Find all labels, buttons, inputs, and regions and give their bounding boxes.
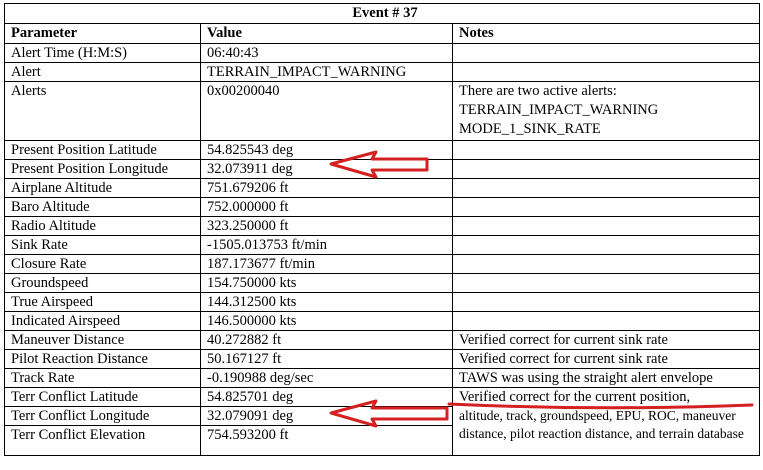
value-cell: 0x00200040 xyxy=(201,82,453,141)
parameter-cell: Terr Conflict Longitude xyxy=(5,407,201,426)
value-cell: 154.750000 kts xyxy=(201,274,453,293)
notes-cell xyxy=(453,217,760,236)
parameter-cell: Airplane Altitude xyxy=(5,179,201,198)
table-row xyxy=(5,179,760,198)
table-row xyxy=(5,198,760,217)
notes-cell xyxy=(453,179,760,198)
table-header-row xyxy=(5,24,760,44)
value-cell: 32.073911 deg xyxy=(201,160,453,179)
parameter-cell: Terr Conflict Latitude xyxy=(5,388,201,407)
value-cell: 32.079091 deg xyxy=(201,407,453,426)
value-cell: TERRAIN_IMPACT_WARNING xyxy=(201,63,453,82)
table-row xyxy=(5,63,760,82)
parameter-cell: True Airspeed xyxy=(5,293,201,312)
table-row xyxy=(5,160,760,179)
parameter-cell: Groundspeed xyxy=(5,274,201,293)
parameter-cell: Pilot Reaction Distance xyxy=(5,350,201,369)
parameter-header: Parameter xyxy=(5,24,201,44)
value-cell: 54.825701 deg xyxy=(201,388,453,407)
table-row xyxy=(5,293,760,312)
value-cell: 187.173677 ft/min xyxy=(201,255,453,274)
table-row xyxy=(5,369,760,388)
notes-cell xyxy=(453,44,760,63)
parameter-cell: Closure Rate xyxy=(5,255,201,274)
value-cell: -0.190988 deg/sec xyxy=(201,369,453,388)
parameter-cell: Present Position Longitude xyxy=(5,160,201,179)
event-parameter-table xyxy=(4,3,760,456)
table-row xyxy=(5,350,760,369)
notes-cell xyxy=(453,141,760,160)
event-title: Event # 37 xyxy=(5,4,760,24)
notes-cell xyxy=(453,255,760,274)
notes-cell xyxy=(453,63,760,82)
parameter-cell: Maneuver Distance xyxy=(5,331,201,350)
value-cell: 146.500000 kts xyxy=(201,312,453,331)
table-row xyxy=(5,236,760,255)
notes-cell xyxy=(453,236,760,255)
value-cell: 323.250000 ft xyxy=(201,217,453,236)
value-cell: 144.312500 kts xyxy=(201,293,453,312)
value-cell: 06:40:43 xyxy=(201,44,453,63)
table-row xyxy=(5,255,760,274)
notes-cell: Verified correct for current sink rate xyxy=(453,350,760,369)
value-cell: 754.593200 ft xyxy=(201,426,453,456)
notes-cell xyxy=(453,160,760,179)
notes-cell: TAWS was using the straight alert envelope xyxy=(453,369,760,388)
value-cell: 752.000000 ft xyxy=(201,198,453,217)
value-cell: -1505.013753 ft/min xyxy=(201,236,453,255)
notes-line: There are two active alerts: xyxy=(459,83,617,99)
notes-cell xyxy=(453,293,760,312)
notes-cell xyxy=(453,82,760,141)
notes-header: Notes xyxy=(453,24,760,44)
verified-note-first-line: Verified correct for the current position, xyxy=(459,389,691,405)
value-header: Value xyxy=(201,24,453,44)
value-cell: 50.167127 ft xyxy=(201,350,453,369)
parameter-cell: Alert Time (H:M:S) xyxy=(5,44,201,63)
notes-cell xyxy=(453,312,760,331)
table-row xyxy=(5,44,760,63)
value-cell: 40.272882 ft xyxy=(201,331,453,350)
value-cell: 751.679206 ft xyxy=(201,179,453,198)
notes-cell xyxy=(453,274,760,293)
table-row xyxy=(5,217,760,236)
table-row xyxy=(5,331,760,350)
table-row xyxy=(5,82,760,141)
value-cell: 54.825543 deg xyxy=(201,141,453,160)
verified-note-cell xyxy=(453,388,760,456)
notes-line: MODE_1_SINK_RATE xyxy=(459,121,601,137)
event-report-document xyxy=(4,3,759,466)
table-row xyxy=(5,274,760,293)
parameter-cell: Radio Altitude xyxy=(5,217,201,236)
table-row xyxy=(5,312,760,331)
parameter-cell: Present Position Latitude xyxy=(5,141,201,160)
parameter-cell: Indicated Airspeed xyxy=(5,312,201,331)
parameter-cell: Track Rate xyxy=(5,369,201,388)
parameter-cell: Alert xyxy=(5,63,201,82)
notes-cell xyxy=(453,198,760,217)
notes-cell: Verified correct for current sink rate xyxy=(453,331,760,350)
parameter-cell: Terr Conflict Elevation xyxy=(5,426,201,456)
parameter-cell: Alerts xyxy=(5,82,201,141)
notes-line: TERRAIN_IMPACT_WARNING xyxy=(459,102,659,118)
parameter-cell: Baro Altitude xyxy=(5,198,201,217)
parameter-cell: Sink Rate xyxy=(5,236,201,255)
verified-note-rest: altitude, track, groundspeed, EPU, ROC, maneuver distance, pilot reaction distance, and terrain database xyxy=(459,408,744,441)
table-row xyxy=(5,388,760,407)
table-row xyxy=(5,141,760,160)
table-title-row xyxy=(5,4,760,24)
